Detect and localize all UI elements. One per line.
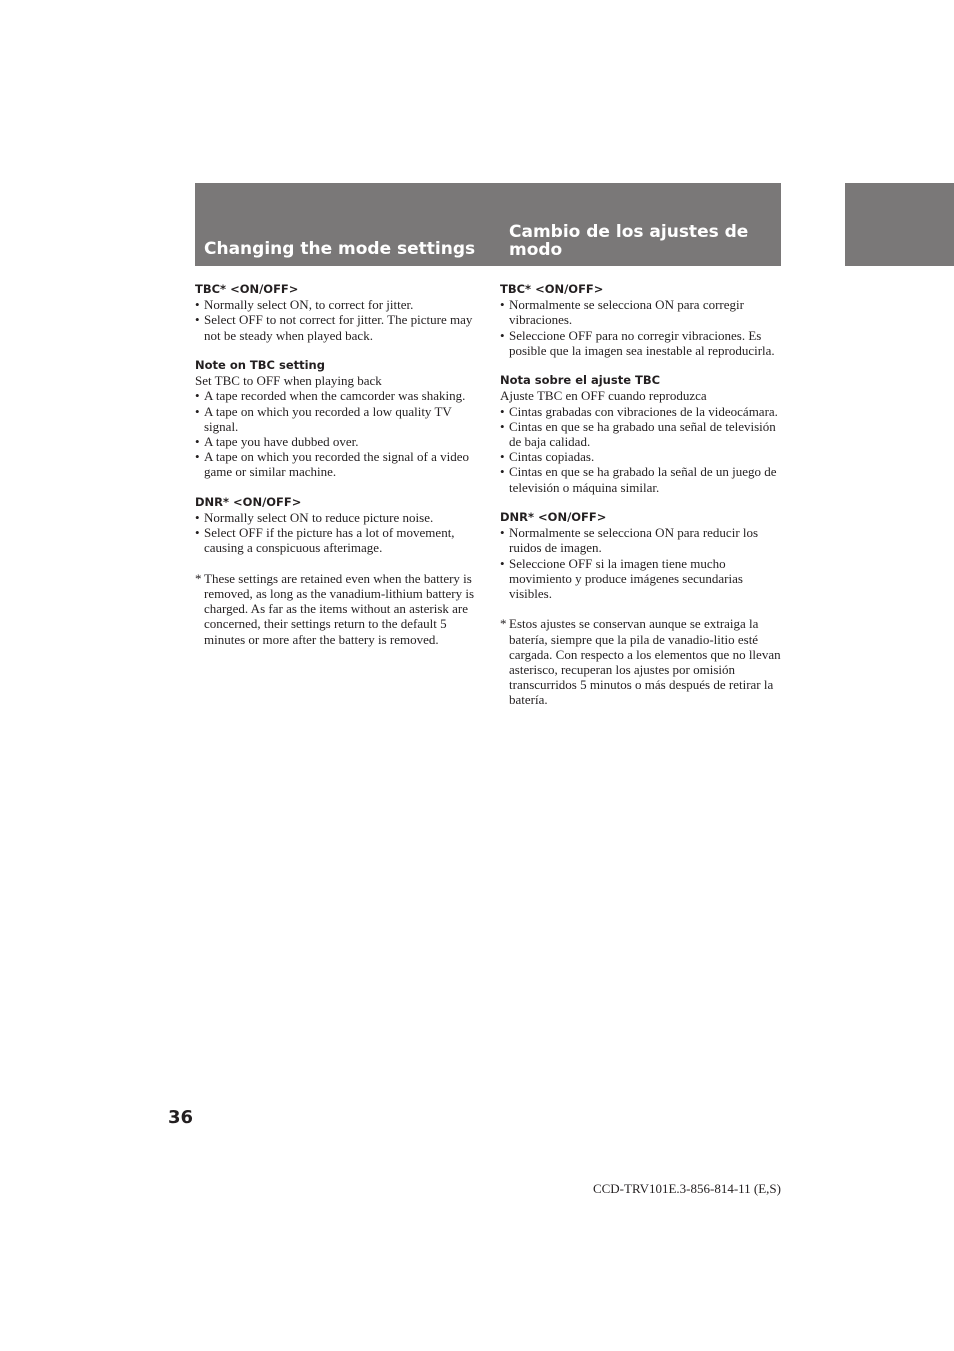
list-item: • Normally select ON, to correct for jitter. — [195, 297, 480, 312]
list-item: • Select OFF to not correct for jitter. The picture may not be steady when played back. — [195, 312, 480, 342]
footnote-mark: * — [500, 616, 507, 632]
footnote-text: These settings are retained even when the battery is removed, as long as the vanadium-lithium battery is charged. As far as the items without an asterisk are concerned, their settings return to the default 5 minutes or more after the battery is removed. — [204, 570, 475, 647]
list-item: • Select OFF if the picture has a lot of movement, causing a conspicuous afterimage. — [195, 525, 480, 555]
list-item: • A tape you have dubbed over. — [195, 434, 480, 449]
tbc-list — [500, 297, 784, 358]
document-code: CCD-TRV101E.3-856-814-11 (E,S) — [592, 1181, 781, 1196]
list-item: • Normalmente se selecciona ON para reducir los ruidos de imagen. — [500, 525, 784, 555]
list-item: • A tape on which you recorded the signal of a video game or similar machine. — [195, 449, 480, 479]
footnote-text: Estos ajustes se conservan aunque se extraiga la batería, siempre que la pila de vanadio-litio esté cargada. Con respecto a los elementos que no llevan asterisco, recuperan los ajustes por omisión transcurridos 5 minutos o más después de retirar la batería. — [509, 616, 781, 708]
dnr-list — [195, 510, 480, 556]
section-title-english: Changing the mode settings — [204, 239, 476, 259]
tbc-list — [195, 297, 480, 343]
note-heading: Nota sobre el ajuste TBC — [500, 373, 661, 388]
list-item: • Cintas en que se ha grabado una señal de televisión de baja calidad. — [500, 419, 784, 449]
list-item: • Normally select ON to reduce picture noise. — [195, 510, 480, 525]
section-title-spanish: Cambio de los ajustes de modo — [509, 222, 749, 260]
list-item: • A tape recorded when the camcorder was shaking. — [195, 388, 480, 403]
note-list — [195, 388, 480, 479]
list-item: • Normalmente se selecciona ON para corregir vibraciones. — [500, 297, 784, 327]
spanish-column — [500, 282, 784, 708]
note-list — [500, 404, 784, 495]
footnote-mark: * — [195, 570, 202, 586]
list-item: • Cintas en que se ha grabado la señal de un juego de televisión o máquina similar. — [500, 464, 784, 494]
list-item: • A tape on which you recorded a low quality TV signal. — [195, 404, 480, 434]
dnr-heading: DNR* <ON/OFF> — [500, 510, 607, 525]
list-item: • Cintas grabadas con vibraciones de la videocámara. — [500, 404, 784, 419]
note-heading: Note on TBC setting — [195, 358, 325, 372]
side-tab-marker — [845, 183, 954, 266]
note-intro: Ajuste TBC en OFF cuando reproduzca — [500, 388, 707, 404]
dnr-heading: DNR* <ON/OFF> — [195, 494, 302, 509]
tbc-heading: TBC* <ON/OFF> — [195, 282, 299, 296]
page-number: 36 — [168, 1107, 194, 1128]
footnote — [500, 616, 784, 707]
list-item: • Seleccione OFF para no corregir vibraciones. Es posible que la imagen sea inestable al reproducirla. — [500, 328, 784, 358]
footnote — [195, 571, 480, 647]
dnr-list — [500, 525, 784, 601]
english-column — [195, 282, 480, 647]
tbc-heading: TBC* <ON/OFF> — [500, 282, 604, 296]
list-item: • Cintas copiadas. — [500, 449, 784, 464]
note-intro: Set TBC to OFF when playing back — [195, 373, 382, 389]
list-item: • Seleccione OFF si la imagen tiene mucho movimiento y produce imágenes secundarias visibles. — [500, 556, 784, 602]
